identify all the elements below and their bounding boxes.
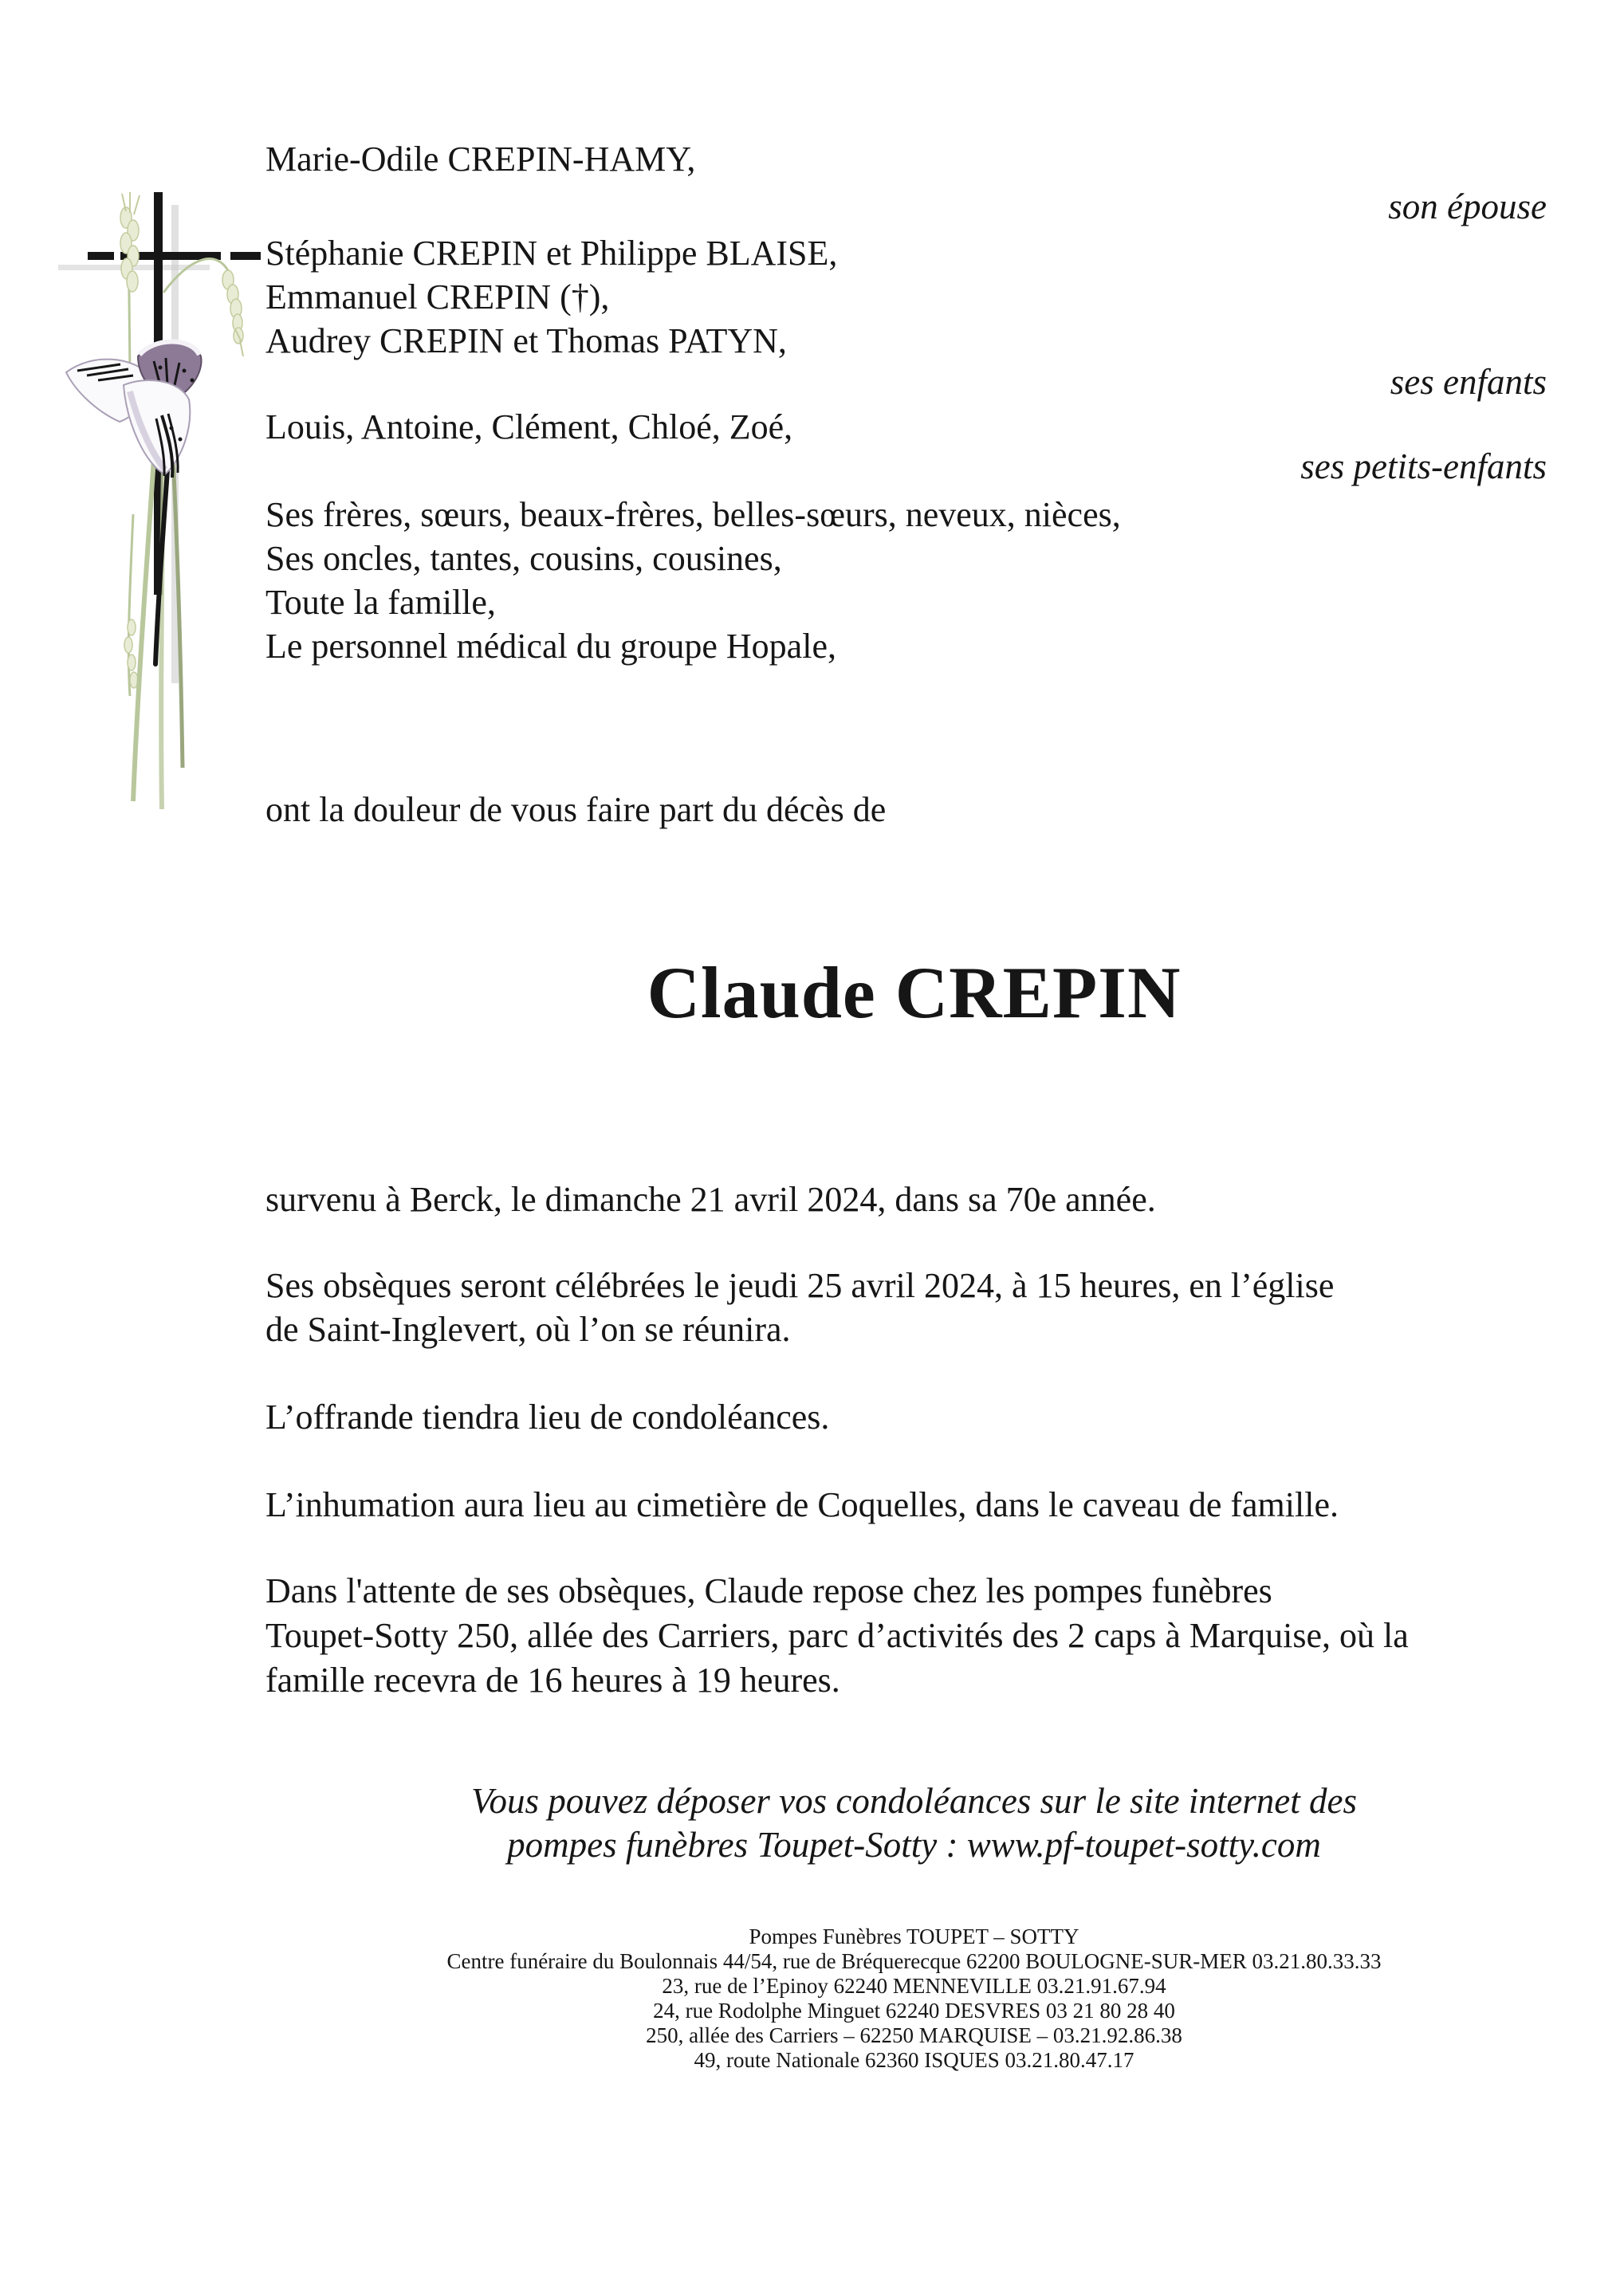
ceremony-line: Ses obsèques seront célébrées le jeudi 25 avril 2024, à 15 heures, en l’église	[265, 1266, 1335, 1305]
funeral-home-location: Centre funéraire du Boulonnais 44/54, rue de Bréquerecque 62200 BOULOGNE-SUR-MER 03.21.80.33.33	[446, 1949, 1382, 1973]
funeral-home-footer	[265, 1924, 1563, 2073]
death-line: survenu à Berck, le dimanche 21 avril 2024, dans sa 70e année.	[265, 1180, 1156, 1219]
grandchildren-names: Louis, Antoine, Clément, Chloé, Zoé,	[265, 407, 793, 446]
funeral-home-location: 24, rue Rodolphe Minguet 62240 DESVRES 03 21 80 28 40	[653, 1999, 1175, 2023]
funeral-home-name: Pompes Funèbres TOUPET – SOTTY	[749, 1924, 1079, 1948]
offering-line: L’offrande tiendra lieu de condoléances.	[265, 1398, 830, 1437]
calla-lilies	[66, 341, 202, 478]
child-line: Stéphanie CREPIN et Philippe BLAISE,	[265, 234, 838, 273]
family-line: Le personnel médical du groupe Hopale,	[265, 627, 836, 666]
child-line: Emmanuel CREPIN (†),	[265, 277, 610, 316]
children-relation: ses enfants	[1390, 362, 1547, 402]
spouse-name: Marie-Odile CREPIN-HAMY,	[265, 140, 696, 179]
family-line: Ses oncles, tantes, cousins, cousines,	[265, 539, 782, 578]
burial-line: L’inhumation aura lieu au cimetière de Coquelles, dans le caveau de famille.	[265, 1485, 1339, 1524]
grandchildren-relation: ses petits-enfants	[1300, 446, 1547, 486]
funeral-home-location: 23, rue de l’Epinoy 62240 MENNEVILLE 03.21.91.67.94	[662, 1974, 1166, 1998]
repose-line: Toupet-Sotty 250, allée des Carriers, parc d’activités des 2 caps à Marquise, où la	[265, 1616, 1409, 1655]
memorial-cross-artwork	[44, 171, 291, 825]
ceremony-line: de Saint-Inglevert, où l’on se réunira.	[265, 1310, 791, 1349]
family-line: Toute la famille,	[265, 583, 496, 622]
repose-line: Dans l'attente de ses obsèques, Claude repose chez les pompes funèbres	[265, 1571, 1272, 1610]
intro-line: ont la douleur de vous faire part du décès de	[265, 790, 887, 829]
child-line: Audrey CREPIN et Thomas PATYN,	[265, 321, 787, 360]
condolence-note-line: Vous pouvez déposer vos condoléances sur le site internet des	[470, 1781, 1358, 1821]
funeral-home-location: 250, allée des Carriers – 62250 MARQUISE – 03.21.92.86.38	[646, 2023, 1182, 2047]
deceased-name: Claude CREPIN	[647, 952, 1182, 1033]
condolence-note-line: pompes funèbres Toupet-Sotty : www.pf-toupet-sotty.com	[507, 1825, 1321, 1865]
family-line: Ses frères, sœurs, beaux-frères, belles-sœurs, neveux, nièces,	[265, 495, 1121, 534]
funeral-home-location: 49, route Nationale 62360 ISQUES 03.21.80.47.17	[694, 2048, 1134, 2072]
repose-line: famille recevra de 16 heures à 19 heures.	[265, 1661, 840, 1700]
spouse-relation: son épouse	[1388, 187, 1547, 226]
